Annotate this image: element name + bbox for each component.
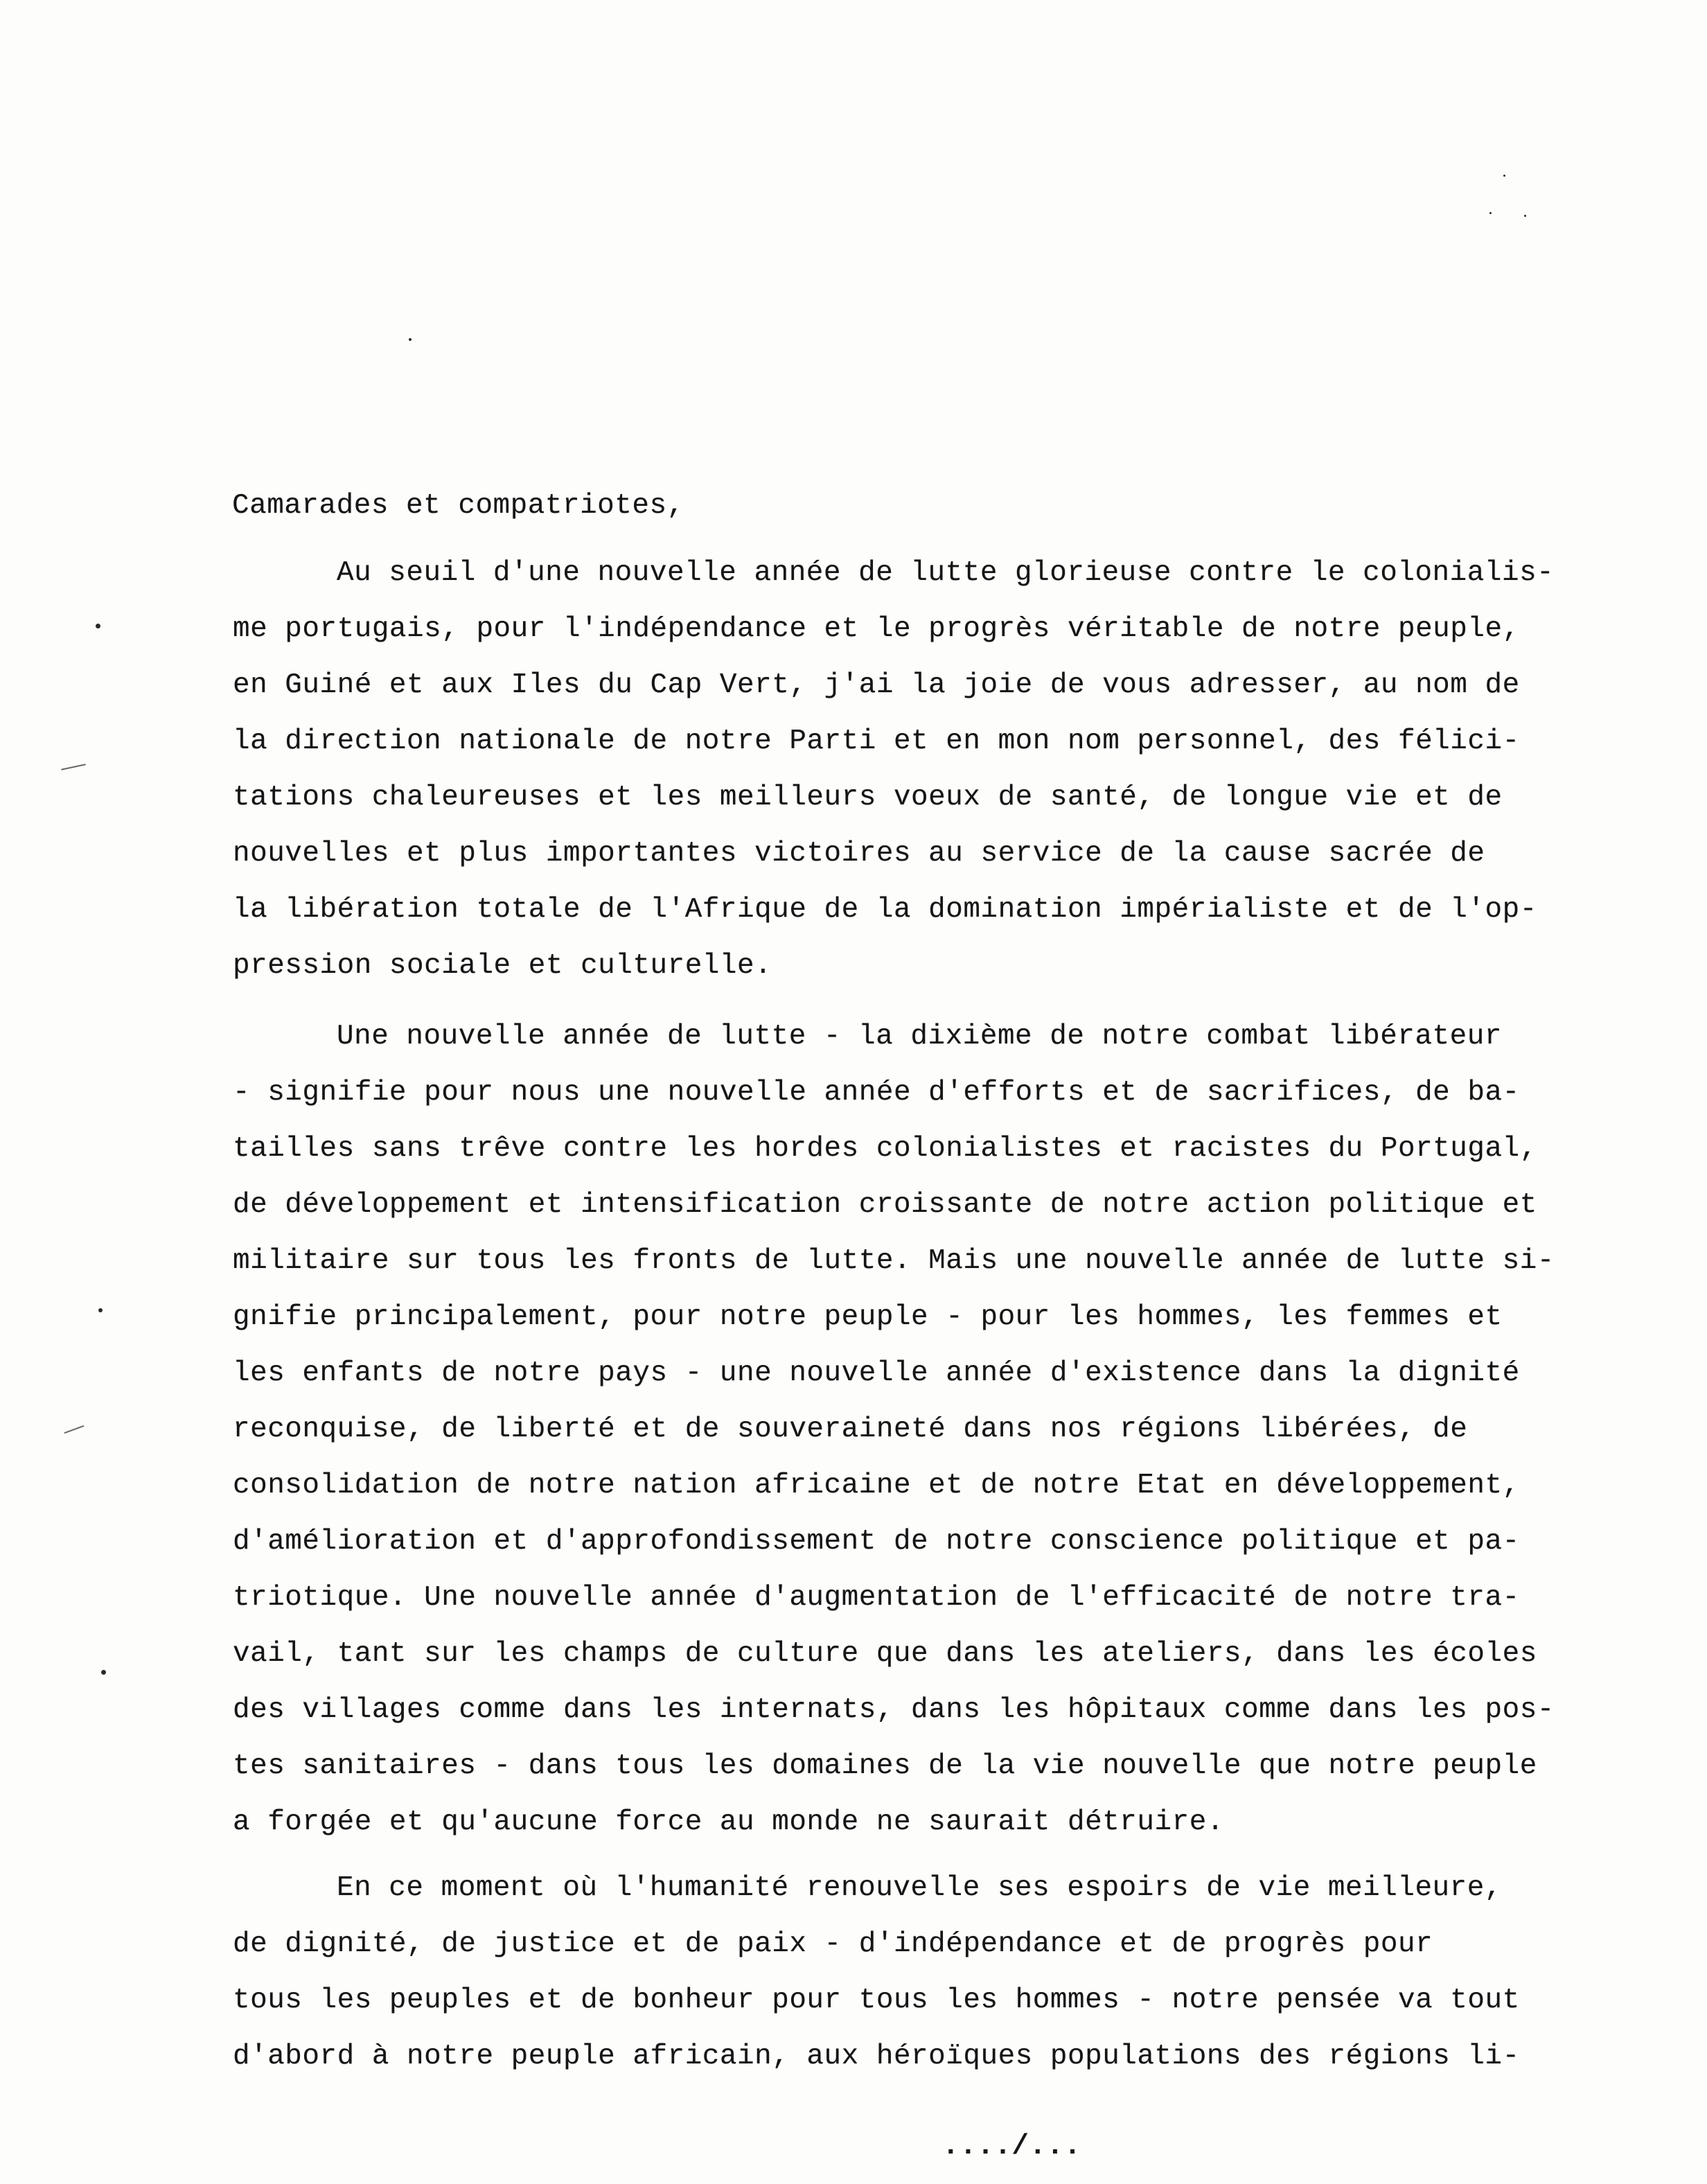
paragraph-1: [233, 545, 1555, 994]
scan-mark: [61, 764, 86, 770]
text-line: triotique. Une nouvelle année d'augmentation de l'efficacité de notre tra-: [233, 1582, 1520, 1614]
text-line: Au seuil d'une nouvelle année de lutte glorieuse contre le colonialis-: [337, 557, 1555, 589]
text-line: consolidation de notre nation africaine et de notre Etat en développement,: [233, 1470, 1520, 1502]
salutation: Camarades et compatriotes,: [232, 490, 684, 522]
text-line: pression sociale et culturelle.: [233, 950, 772, 982]
text-line: des villages comme dans les internats, dans les hôpitaux comme dans les pos-: [233, 1694, 1555, 1726]
scan-speck: [96, 624, 100, 628]
text-line: de dignité, de justice et de paix - d'indépendance et de progrès pour: [233, 1928, 1433, 1960]
paragraph-2: [233, 1009, 1555, 1851]
text-line: tous les peuples et de bonheur pour tous les hommes - notre pensée va tout: [233, 1984, 1520, 2016]
text-line: a forgée et qu'aucune force au monde ne saurait détruire.: [233, 1806, 1224, 1838]
text-line: de développement et intensification croissante de notre action politique et: [233, 1189, 1537, 1221]
text-line: en Guiné et aux Iles du Cap Vert, j'ai la joie de vous adresser, au nom de: [233, 669, 1520, 701]
scan-speck: [1503, 175, 1505, 177]
scan-speck: [1524, 215, 1526, 217]
text-line: nouvelles et plus importantes victoires au service de la cause sacrée de: [233, 838, 1485, 870]
text-line: reconquise, de liberté et de souveraineté dans nos régions libérées, de: [233, 1414, 1468, 1445]
scan-speck: [1489, 212, 1492, 214]
text-line: tailles sans trêve contre les hordes colonialistes et racistes du Portugal,: [233, 1133, 1537, 1165]
text-line: la direction nationale de notre Parti et en mon nom personnel, des félici-: [233, 725, 1520, 757]
text-line: vail, tant sur les champs de culture que dans les ateliers, dans les écoles: [233, 1638, 1537, 1670]
paragraph-3: [233, 1860, 1535, 2085]
scan-speck: [409, 338, 412, 341]
text-line: d'abord à notre peuple africain, aux héroïques populations des régions li-: [233, 2041, 1520, 2072]
scan-mark: [64, 1425, 85, 1434]
text-line: les enfants de notre pays - une nouvelle année d'existence dans la dignité: [233, 1357, 1520, 1389]
text-line: gnifie principalement, pour notre peuple - pour les hommes, les femmes et: [233, 1301, 1503, 1333]
continuation-mark: ..../...: [942, 2131, 1081, 2163]
text-line: Une nouvelle année de lutte - la dixième de notre combat libérateur: [337, 1021, 1502, 1053]
text-line: tes sanitaires - dans tous les domaines de la vie nouvelle que notre peuple: [233, 1750, 1537, 1782]
text-line: - signifie pour nous une nouvelle année d'efforts et de sacrifices, de ba-: [233, 1077, 1520, 1109]
text-line: militaire sur tous les fronts de lutte. Mais une nouvelle année de lutte si-: [233, 1245, 1555, 1277]
scan-speck: [101, 1670, 106, 1675]
text-line: la libération totale de l'Afrique de la domination impérialiste et de l'op-: [233, 894, 1537, 926]
scan-speck: [98, 1308, 103, 1312]
text-line: d'amélioration et d'approfondissement de notre conscience politique et pa-: [233, 1526, 1520, 1558]
text-line: me portugais, pour l'indépendance et le progrès véritable de notre peuple,: [233, 613, 1520, 645]
text-line: En ce moment où l'humanité renouvelle ses espoirs de vie meilleure,: [337, 1872, 1502, 1904]
text-line: tations chaleureuses et les meilleurs voeux de santé, de longue vie et de: [233, 782, 1503, 813]
